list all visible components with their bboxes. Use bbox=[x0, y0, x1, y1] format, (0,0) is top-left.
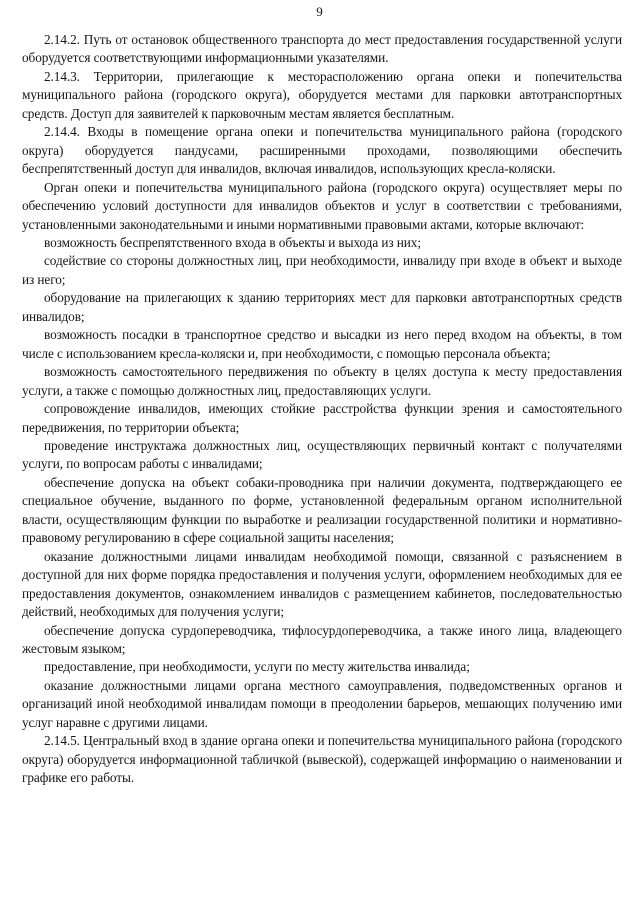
page-number: 9 bbox=[316, 4, 323, 19]
list-item: предоставление, при необходимости, услуги по месту жительства инвалида; bbox=[44, 659, 470, 675]
paragraph-accessibility-intro: Орган опеки и попечительства муниципального района (городского округа) осуществляет меры по обеспечению условий доступности для инвалидов объектов и услуг в соответствии с требованиями, установленными законодательными и иными нормативными правовыми актами, которые включают: bbox=[22, 179, 622, 232]
list-item: обеспечение допуска на объект собаки-проводника при наличии документа, подтверждающего ее специальное обучение, выданного по форме, установленной федеральным органом исполнительной власти, осуществляющим функции по выработке и реализации государственной политики и нормативно-правовому регулированию в сфере социальной защиты населения; bbox=[22, 474, 622, 546]
list-item: оказание должностными лицами органа местного самоуправления, подведомственных органов и организаций иной необходимой инвалидам помощи в преодолении барьеров, мешающих получению ими услуг наравне с другими лицами. bbox=[22, 677, 622, 730]
list-item: возможность посадки в транспортное средство и высадки из него перед входом на объекты, в том числе с использованием кресла-коляски и, при необходимости, с помощью персонала объекта; bbox=[22, 327, 622, 361]
list-item: проведение инструктажа должностных лиц, осуществляющих первичный контакт с получателями услуги, по вопросам работы с инвалидами; bbox=[22, 437, 622, 472]
list-item: возможность самостоятельного передвижения по объекту в целях доступа к месту предоставления услуги, а также с помощью должностных лиц, предоставляющих услуги. bbox=[22, 364, 622, 398]
paragraph-2-14-4: 2.14.4. Входы в помещение органа опеки и попечительства муниципального района (городского округа) оборудуется пандусами, расширенными проходами, позволяющими обеспечить беспрепятственный доступ для инвалидов, включая инвалидов, использующих кресла-коляски. bbox=[22, 124, 622, 177]
list-item: оборудование на прилегающих к зданию территориях мест для парковки автотранспортных средств инвалидов; bbox=[22, 290, 622, 324]
list-item: возможность беспрепятственного входа в объекты и выхода из них; bbox=[44, 234, 421, 250]
document-body bbox=[22, 31, 622, 788]
list-item: оказание должностными лицами инвалидам необходимой помощи, связанной с разъяснением в доступной для них форме порядка предоставления и получения услуги, оформлением необходимых для ее предоставления документов, ознакомлением инвалидов с размещением кабинетов, последовательностью действий, необходимых для получения услуги; bbox=[22, 548, 622, 620]
paragraph-2-14-3: 2.14.3. Территории, прилегающие к месторасположению органа опеки и попечительства муниципального района (городского округа), оборудуется местами для парковки автотранспортных средств. Доступ для заявителей к парковочным местам является бесплатным. bbox=[22, 68, 622, 121]
paragraph-2-14-5: 2.14.5. Центральный вход в здание органа опеки и попечительства муниципального района (городского округа) оборудуется информационной табличкой (вывеской), содержащей информацию о наименовании и графике его работы. bbox=[22, 733, 622, 786]
list-item: содействие со стороны должностных лиц, при необходимости, инвалиду при входе в объект и выходе из него; bbox=[22, 253, 622, 287]
paragraph-2-14-2: 2.14.2. Путь от остановок общественного транспорта до мест предоставления государственной услуги оборудуется соответствующими информационными указателями. bbox=[22, 32, 622, 66]
list-item: обеспечение допуска сурдопереводчика, тифлосурдопереводчика, а также иного лица, владеющего жестовым языком; bbox=[22, 622, 622, 656]
list-item: сопровождение инвалидов, имеющих стойкие расстройства функции зрения и самостоятельного передвижения, по территории объекта; bbox=[22, 401, 622, 435]
